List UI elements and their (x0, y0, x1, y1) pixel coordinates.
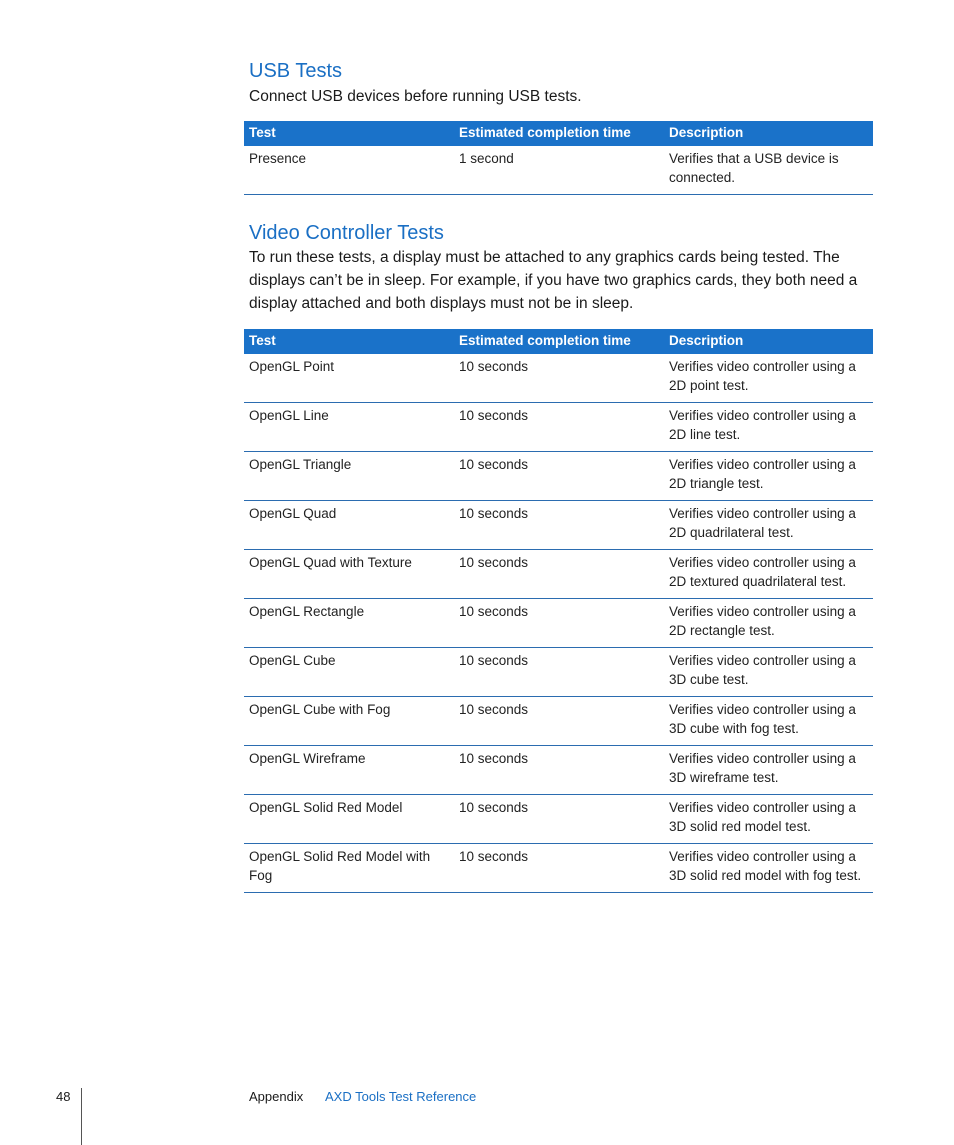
table-row (244, 599, 873, 648)
table-row (244, 354, 873, 403)
cell-time: 10 seconds (454, 599, 664, 648)
cell-time: 10 seconds (454, 746, 664, 795)
cell-test: OpenGL Rectangle (244, 599, 454, 648)
cell-description: Verifies video controller using a 2D point test. (664, 354, 873, 403)
cell-time: 10 seconds (454, 452, 664, 501)
table-header-row (244, 329, 873, 354)
cell-time: 10 seconds (454, 354, 664, 403)
cell-time: 10 seconds (454, 844, 664, 893)
cell-test: OpenGL Cube with Fog (244, 697, 454, 746)
table-row (244, 146, 873, 195)
cell-description: Verifies video controller using a 2D line test. (664, 403, 873, 452)
cell-test: Presence (244, 146, 454, 195)
header-estimated-time: Estimated completion time (454, 329, 664, 354)
cell-test: OpenGL Solid Red Model with Fog (244, 844, 454, 893)
cell-time: 10 seconds (454, 550, 664, 599)
usb-tests-table (244, 121, 873, 195)
cell-description: Verifies video controller using a 2D triangle test. (664, 452, 873, 501)
usb-tests-intro: Connect USB devices before running USB tests. (249, 88, 582, 105)
table-row (244, 550, 873, 599)
table-row (244, 452, 873, 501)
cell-description: Verifies video controller using a 3D cube with fog test. (664, 697, 873, 746)
cell-description: Verifies video controller using a 3D solid red model test. (664, 795, 873, 844)
cell-test: OpenGL Cube (244, 648, 454, 697)
cell-description: Verifies video controller using a 3D wireframe test. (664, 746, 873, 795)
header-test: Test (244, 121, 454, 146)
cell-test: OpenGL Triangle (244, 452, 454, 501)
table-header-row (244, 121, 873, 146)
cell-test: OpenGL Quad (244, 501, 454, 550)
footer-divider (81, 1088, 82, 1145)
cell-time: 10 seconds (454, 648, 664, 697)
table-row (244, 648, 873, 697)
table-row (244, 844, 873, 893)
video-tests-table (244, 329, 873, 893)
table-row (244, 795, 873, 844)
header-estimated-time: Estimated completion time (454, 121, 664, 146)
cell-description: Verifies that a USB device is connected. (664, 146, 873, 195)
cell-description: Verifies video controller using a 2D rectangle test. (664, 599, 873, 648)
header-test: Test (244, 329, 454, 354)
usb-tests-heading: USB Tests (249, 60, 342, 82)
cell-time: 10 seconds (454, 795, 664, 844)
footer-section-label: Appendix (249, 1089, 304, 1104)
video-tests-intro: To run these tests, a display must be attached to any graphics cards being tested. The displays can’t be in sleep. For example, if you have two graphics cards, they both need a display attached and both displays must not be in sleep. (249, 249, 858, 312)
page-number: 48 (56, 1089, 71, 1104)
cell-test: OpenGL Point (244, 354, 454, 403)
cell-time: 1 second (454, 146, 664, 195)
header-description: Description (664, 121, 873, 146)
cell-test: OpenGL Wireframe (244, 746, 454, 795)
table-row (244, 501, 873, 550)
cell-time: 10 seconds (454, 501, 664, 550)
cell-test: OpenGL Line (244, 403, 454, 452)
cell-description: Verifies video controller using a 3D solid red model with fog test. (664, 844, 873, 893)
cell-test: OpenGL Solid Red Model (244, 795, 454, 844)
table-row (244, 697, 873, 746)
video-tests-heading: Video Controller Tests (249, 222, 444, 244)
table-row (244, 403, 873, 452)
cell-description: Verifies video controller using a 3D cube test. (664, 648, 873, 697)
header-description: Description (664, 329, 873, 354)
cell-description: Verifies video controller using a 2D quadrilateral test. (664, 501, 873, 550)
cell-time: 10 seconds (454, 403, 664, 452)
cell-time: 10 seconds (454, 697, 664, 746)
table-row (244, 746, 873, 795)
footer-document-title: AXD Tools Test Reference (325, 1089, 477, 1104)
cell-description: Verifies video controller using a 2D textured quadrilateral test. (664, 550, 873, 599)
cell-test: OpenGL Quad with Texture (244, 550, 454, 599)
